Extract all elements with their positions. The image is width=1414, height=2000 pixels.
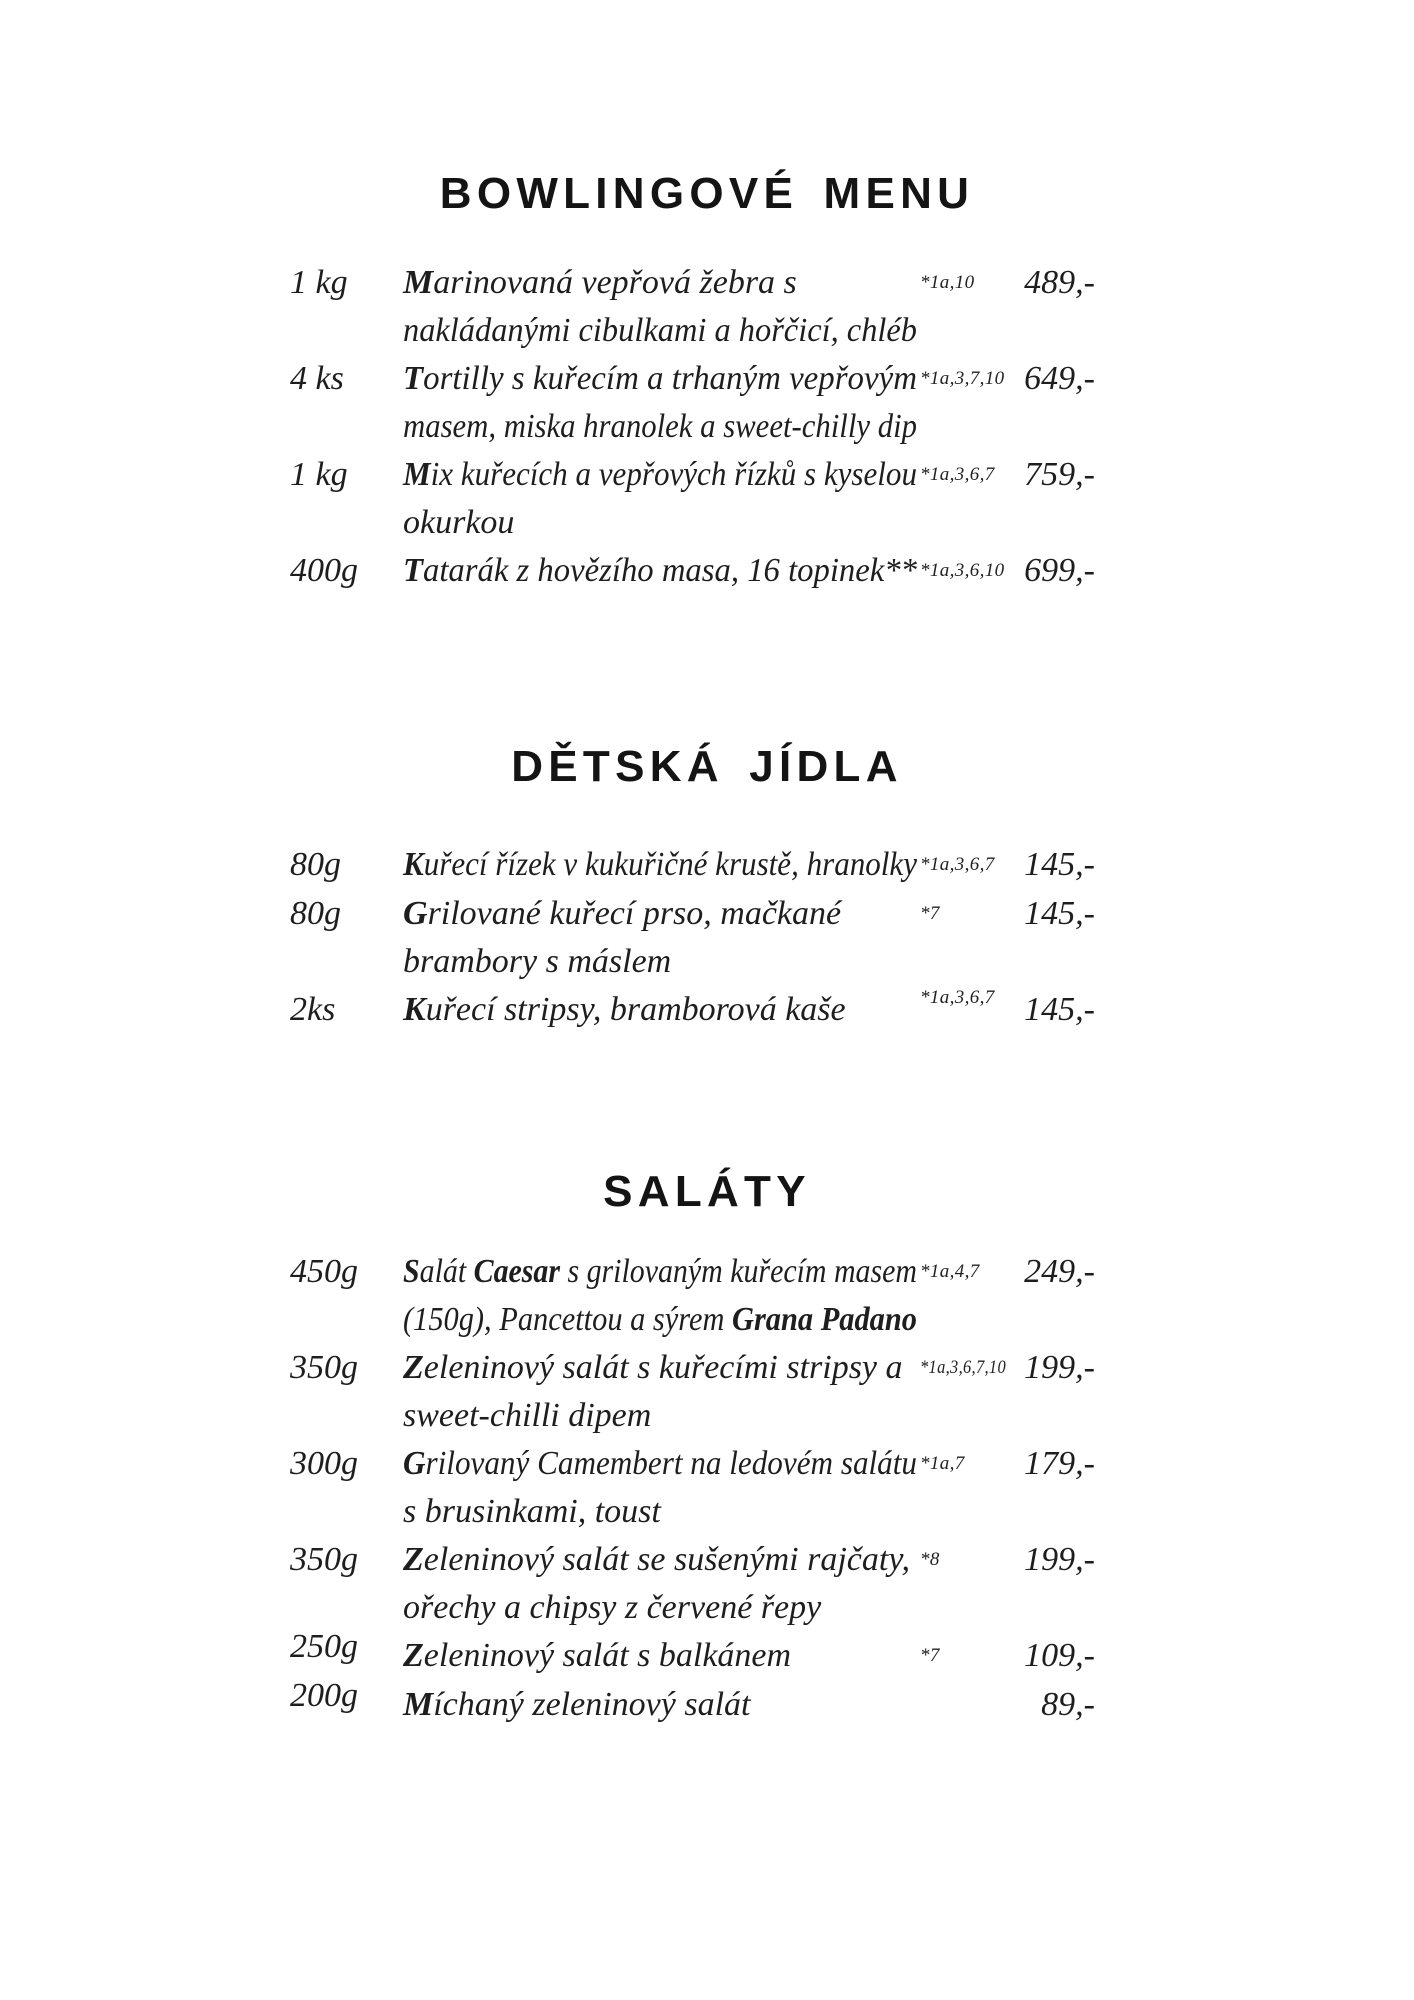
item-allergens bbox=[920, 1632, 1010, 1681]
item-name-segment: atarák z hovězího masa, 16 topinek** bbox=[422, 552, 917, 589]
item-name-line bbox=[403, 307, 920, 355]
item-quantity: 1 kg bbox=[290, 264, 348, 301]
item-price: 145,- bbox=[1024, 846, 1095, 883]
item-name-segment: eleninový salát s balkánem bbox=[423, 1637, 792, 1674]
item-name-segment: S bbox=[403, 1253, 420, 1290]
item-name-line bbox=[403, 1632, 920, 1680]
item-name-segment: M bbox=[403, 456, 431, 493]
menu-item-row bbox=[290, 841, 1095, 890]
item-allergens-text: *1a,3,6,7,10 bbox=[920, 1357, 1006, 1378]
item-quantity: 350g bbox=[290, 1349, 358, 1386]
item-name-line bbox=[403, 1681, 920, 1729]
menu-item-row bbox=[290, 890, 1095, 986]
item-price: 199,- bbox=[1024, 1541, 1095, 1578]
item-name bbox=[403, 1248, 920, 1344]
item-quantity: 200g bbox=[290, 1677, 358, 1714]
item-allergens-text: *7 bbox=[920, 903, 940, 924]
item-name-segment: (150g), Pancettou a sýrem bbox=[403, 1301, 733, 1338]
item-allergens bbox=[920, 986, 1010, 1035]
section-title: DĚTSKÁ JÍDLA bbox=[511, 742, 903, 791]
item-quantity: 4 ks bbox=[290, 360, 344, 397]
item-name bbox=[403, 841, 920, 889]
item-name-line bbox=[403, 259, 920, 307]
item-price: 249,- bbox=[1024, 1253, 1095, 1290]
item-name-line bbox=[403, 890, 920, 938]
item-name-segment: s brusinkami, toust bbox=[403, 1493, 661, 1530]
item-name bbox=[403, 547, 920, 595]
item-name-segment: T bbox=[403, 360, 424, 397]
section-rows bbox=[290, 259, 1095, 596]
item-name-line bbox=[403, 938, 920, 986]
item-name-segment: s grilovaným kuřecím masem bbox=[559, 1253, 917, 1290]
item-name-line bbox=[403, 355, 920, 403]
section-title: SALÁTY bbox=[603, 1167, 811, 1216]
item-name-segment: T bbox=[403, 552, 423, 589]
item-name-segment: masem, miska hranolek a sweet-chilly dip bbox=[403, 408, 917, 445]
menu-item-row bbox=[290, 1628, 1095, 1681]
item-quantity: 1 kg bbox=[290, 456, 348, 493]
item-allergens-text: *1a,4,7 bbox=[920, 1261, 980, 1282]
item-allergens bbox=[920, 1440, 1010, 1489]
item-quantity: 450g bbox=[290, 1253, 358, 1290]
item-price: 489,- bbox=[1024, 264, 1095, 301]
item-price: 199,- bbox=[1024, 1349, 1095, 1386]
item-name-line bbox=[403, 1440, 920, 1488]
menu-item-row bbox=[290, 451, 1095, 547]
item-name bbox=[403, 890, 920, 986]
menu-item-row bbox=[290, 1248, 1095, 1344]
item-quantity: 250g bbox=[290, 1628, 358, 1665]
item-name-segment: G bbox=[403, 1445, 426, 1482]
item-name-segment: Grana Padano bbox=[732, 1301, 917, 1338]
item-name-segment: uřecí stripsy, bramborová kaše bbox=[425, 991, 846, 1028]
item-name-segment: K bbox=[403, 846, 424, 883]
item-name-line bbox=[403, 403, 920, 451]
item-allergens-text: *1a,10 bbox=[920, 272, 975, 293]
item-price: 109,- bbox=[1024, 1637, 1095, 1674]
item-quantity: 80g bbox=[290, 895, 341, 932]
item-name-segment: nakládanými cibulkami a hořčicí, chléb bbox=[403, 312, 917, 349]
menu-item-row bbox=[290, 1677, 1095, 1729]
menu-item-row bbox=[290, 355, 1095, 451]
menu-item-row bbox=[290, 986, 1095, 1035]
item-name-segment: M bbox=[403, 1686, 434, 1723]
item-name-segment: K bbox=[403, 991, 426, 1028]
item-name-segment: ix kuřecích a vepřových řízků s kyselou bbox=[430, 456, 917, 493]
item-name bbox=[403, 1632, 920, 1680]
item-name bbox=[403, 1681, 920, 1729]
item-name bbox=[403, 986, 920, 1034]
item-allergens bbox=[920, 1248, 1010, 1297]
item-name-line bbox=[403, 1584, 920, 1632]
item-allergens bbox=[920, 451, 1010, 500]
item-allergens-text: *7 bbox=[920, 1645, 940, 1666]
item-name-segment: eleninový salát se sušenými rajčaty, bbox=[423, 1541, 911, 1578]
item-name-line bbox=[403, 451, 920, 499]
item-name-segment: okurkou bbox=[403, 504, 515, 541]
item-allergens-text: *8 bbox=[920, 1549, 940, 1570]
item-name-line bbox=[403, 1296, 920, 1344]
item-name bbox=[403, 1440, 920, 1536]
item-name bbox=[403, 1536, 920, 1632]
item-price: 145,- bbox=[1024, 991, 1095, 1028]
item-name-segment: ořechy a chipsy z červené řepy bbox=[403, 1589, 822, 1626]
item-allergens-text: *1a,3,6,7 bbox=[920, 854, 995, 875]
item-allergens-text: *1a,3,7,10 bbox=[920, 368, 1005, 389]
menu-item-row bbox=[290, 1344, 1095, 1440]
item-name-segment: alát bbox=[419, 1253, 474, 1290]
item-allergens bbox=[920, 841, 1010, 890]
item-allergens-text: *1a,7 bbox=[920, 1453, 965, 1474]
item-name-line bbox=[403, 1536, 920, 1584]
section-rows bbox=[290, 841, 1095, 1035]
item-name bbox=[403, 259, 920, 355]
item-price: 649,- bbox=[1024, 360, 1095, 397]
menu-item-row bbox=[290, 259, 1095, 355]
item-name-segment: sweet-chilli dipem bbox=[403, 1397, 652, 1434]
item-quantity: 2ks bbox=[290, 991, 336, 1028]
item-name-segment: G bbox=[403, 895, 428, 932]
item-allergens bbox=[920, 1344, 1010, 1393]
item-allergens bbox=[920, 355, 1010, 404]
item-name bbox=[403, 355, 920, 451]
item-price: 89,- bbox=[1041, 1686, 1095, 1723]
item-name-line bbox=[403, 499, 920, 547]
item-allergens bbox=[920, 1681, 1010, 1729]
item-name-segment: brambory s máslem bbox=[403, 943, 672, 980]
item-allergens bbox=[920, 890, 1010, 939]
section-title: BOWLINGOVÉ MENU bbox=[439, 169, 975, 218]
item-quantity: 400g bbox=[290, 552, 358, 589]
item-name-segment: rilovaný Camembert na ledovém salátu bbox=[425, 1445, 917, 1482]
item-name-line bbox=[403, 1392, 920, 1440]
item-name-line bbox=[403, 1488, 920, 1536]
item-price: 179,- bbox=[1024, 1445, 1095, 1482]
item-name-segment: Z bbox=[403, 1349, 424, 1386]
menu-item-row bbox=[290, 1440, 1095, 1536]
item-name-segment: Z bbox=[403, 1637, 424, 1674]
item-name-line bbox=[403, 841, 920, 889]
menu-item-row bbox=[290, 1536, 1095, 1632]
item-name bbox=[403, 1344, 920, 1440]
item-name-line bbox=[403, 1344, 920, 1392]
item-allergens-text: *1a,3,6,10 bbox=[920, 560, 1005, 581]
item-quantity: 80g bbox=[290, 846, 341, 883]
section-rows bbox=[290, 1248, 1095, 1729]
item-name-segment: Caesar bbox=[473, 1253, 560, 1290]
item-allergens bbox=[920, 547, 1010, 596]
item-name-segment: íchaný zeleninový salát bbox=[433, 1686, 751, 1723]
item-name-segment: Z bbox=[403, 1541, 424, 1578]
item-name-line bbox=[403, 986, 920, 1034]
item-allergens bbox=[920, 259, 1010, 308]
item-name-segment: eleninový salát s kuřecími stripsy a bbox=[423, 1349, 903, 1386]
item-name-segment: ortilly s kuřecím a trhaným vepřovým bbox=[423, 360, 917, 397]
item-price: 759,- bbox=[1024, 456, 1095, 493]
item-allergens-text: *1a,3,6,7 bbox=[920, 987, 995, 1008]
item-quantity: 350g bbox=[290, 1541, 358, 1578]
item-allergens bbox=[920, 1536, 1010, 1585]
menu-item-row bbox=[290, 547, 1095, 596]
item-price: 699,- bbox=[1024, 552, 1095, 589]
item-name-line bbox=[403, 547, 920, 595]
item-name-segment: M bbox=[403, 264, 434, 301]
item-name-segment: uřecí řízek v kukuřičné krustě, hranolky bbox=[423, 846, 917, 883]
item-quantity: 300g bbox=[290, 1445, 358, 1482]
item-name bbox=[403, 451, 920, 547]
item-allergens-text: *1a,3,6,7 bbox=[920, 464, 995, 485]
item-name-line bbox=[403, 1248, 920, 1296]
item-name-segment: arinovaná vepřová žebra s bbox=[433, 264, 797, 301]
item-name-segment: rilované kuřecí prso, mačkané bbox=[427, 895, 842, 932]
item-price: 145,- bbox=[1024, 895, 1095, 932]
